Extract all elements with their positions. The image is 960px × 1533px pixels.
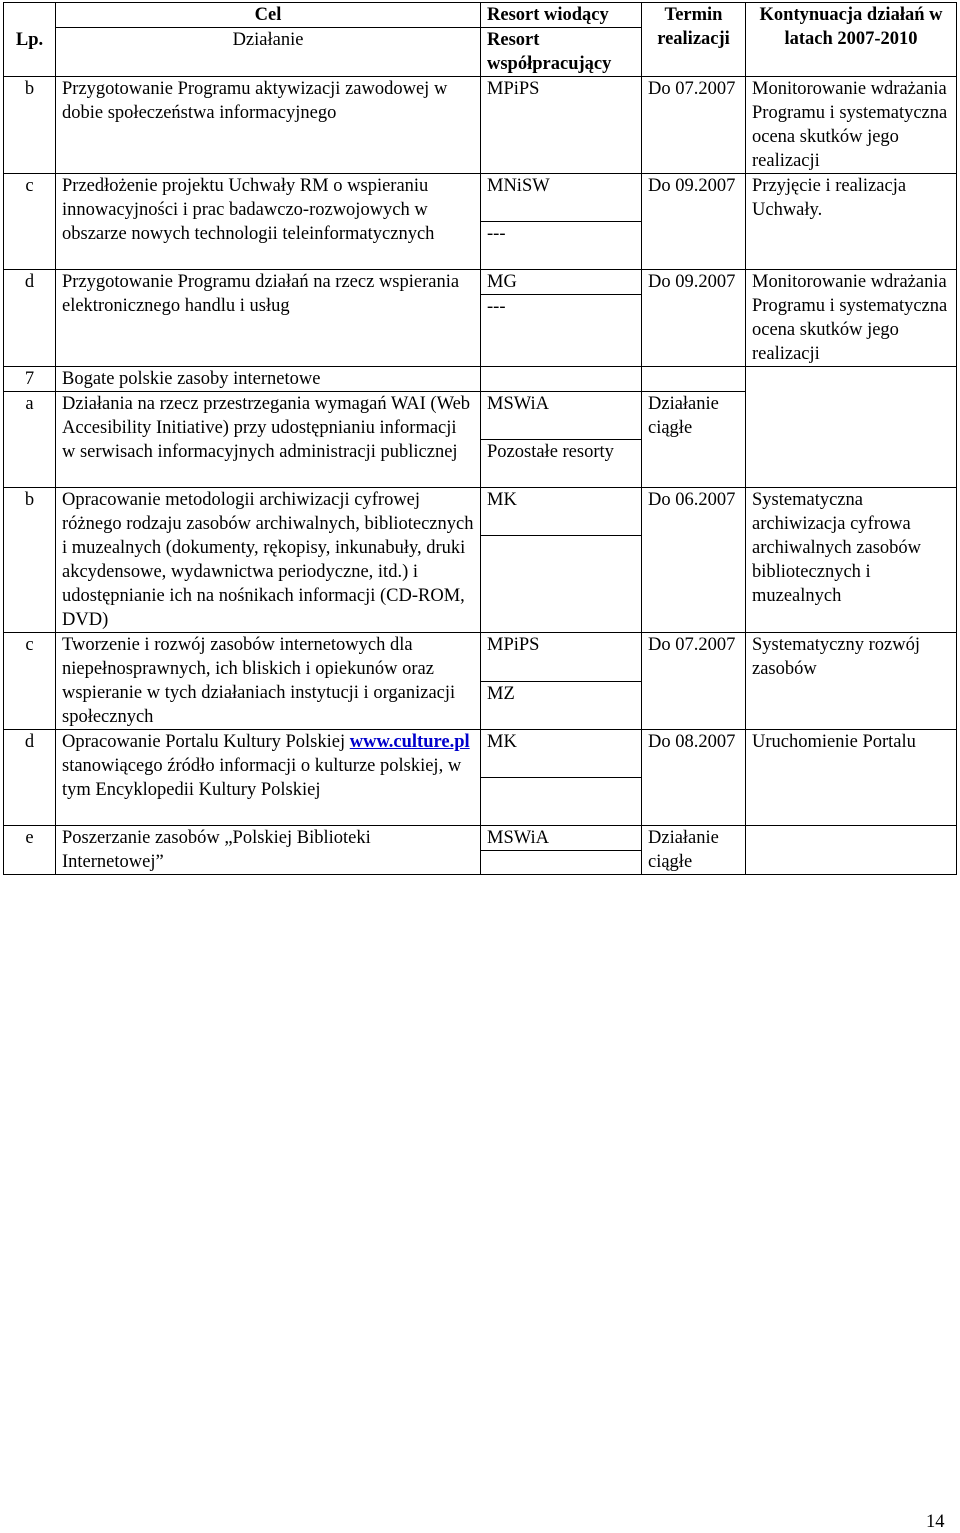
row-continuation: Systematyczny rozwój zasobów xyxy=(746,633,957,730)
empty-cell xyxy=(481,367,642,392)
row-continuation: Monitorowanie wdrażania Programu i systematyczna ocena skutków jego realizacji xyxy=(746,77,957,174)
action-plan-table xyxy=(3,2,957,875)
row-term: Do 07.2007 xyxy=(642,77,746,174)
table-row xyxy=(4,270,957,295)
row-term: Do 09.2007 xyxy=(642,270,746,367)
row-lead-ministry: MK xyxy=(481,488,642,536)
row-continuation: Uruchomienie Portalu xyxy=(746,730,957,826)
row-continuation: Przyjęcie i realizacja Uchwały. xyxy=(746,174,957,270)
row-lead-ministry: MSWiA xyxy=(481,392,642,440)
section-title: Bogate polskie zasoby internetowe xyxy=(56,367,481,392)
header-cel: Cel xyxy=(56,3,481,28)
table-row xyxy=(4,77,957,174)
header-row xyxy=(4,3,957,28)
row-lead-ministry: MPiPS xyxy=(481,77,642,174)
header-resort-wspolpracujacy: Resort współpracujący xyxy=(481,28,642,77)
row-coop-ministry: --- xyxy=(481,295,642,367)
culture-portal-link[interactable]: www.culture.pl xyxy=(349,732,470,752)
header-termin: Termin realizacji xyxy=(642,3,746,77)
action-text: stanowiącego źródło informacji o kulturze polskiej, w tym Encyklopedii Kultury Polskiej xyxy=(62,756,462,800)
row-lp: b xyxy=(4,77,56,174)
row-lead-ministry: MPiPS xyxy=(481,633,642,682)
row-action: Poszerzanie zasobów „Polskiej Biblioteki Internetowej” xyxy=(56,826,481,875)
row-term: Do 06.2007 xyxy=(642,488,746,633)
row-action: Przygotowanie Programu działań na rzecz wspierania elektronicznego handlu i usług xyxy=(56,270,481,367)
row-action: Tworzenie i rozwój zasobów internetowych dla niepełnosprawnych, ich bliskich i opiekunów oraz wspieranie w tych działaniach instytucji i organizacji społecznych xyxy=(56,633,481,730)
table-row xyxy=(4,730,957,778)
header-resort-wiodacy: Resort wiodący xyxy=(481,3,642,28)
section-number: 7 xyxy=(4,367,56,392)
table-row xyxy=(4,633,957,682)
action-text: Opracowanie Portalu Kultury Polskiej xyxy=(62,732,350,752)
row-action xyxy=(56,730,481,826)
row-term: Działanie ciągłe xyxy=(642,392,746,488)
row-lead-ministry: MG xyxy=(481,270,642,295)
row-term: Do 07.2007 xyxy=(642,633,746,730)
empty-cell xyxy=(642,367,746,392)
header-kontynuacja: Kontynuacja działań w latach 2007-2010 xyxy=(746,3,957,77)
row-lead-ministry: MK xyxy=(481,730,642,778)
row-continuation: Systematyczna archiwizacja cyfrowa archiwalnych zasobów bibliotecznych i muzealnych xyxy=(746,488,957,633)
row-coop-ministry: --- xyxy=(481,222,642,270)
row-continuation xyxy=(746,826,957,875)
row-term: Do 08.2007 xyxy=(642,730,746,826)
row-lp: d xyxy=(4,730,56,826)
row-coop-ministry: MZ xyxy=(481,681,642,730)
row-coop-ministry: Pozostałe resorty xyxy=(481,440,642,488)
row-term: Działanie ciągłe xyxy=(642,826,746,875)
row-action: Działania na rzecz przestrzegania wymagań WAI (Web Accesibility Initiative) przy udostępnianiu informacji w serwisach informacyjnych administracji publicznej xyxy=(56,392,481,488)
row-lp: b xyxy=(4,488,56,633)
row-coop-ministry xyxy=(481,851,642,875)
row-lead-ministry: MNiSW xyxy=(481,174,642,222)
table-row xyxy=(4,488,957,536)
header-lp: Lp. xyxy=(4,3,56,77)
row-coop-ministry xyxy=(481,778,642,826)
row-lead-ministry: MSWiA xyxy=(481,826,642,851)
table-row xyxy=(4,826,957,851)
table-row xyxy=(4,174,957,222)
row-lp: c xyxy=(4,633,56,730)
row-action: Przedłożenie projektu Uchwały RM o wspieraniu innowacyjności i prac badawczo-rozwojowych w obszarze nowych technologii teleinformatycznych xyxy=(56,174,481,270)
row-lp: a xyxy=(4,392,56,488)
row-lp: d xyxy=(4,270,56,367)
row-action: Opracowanie metodologii archiwizacji cyfrowej różnego rodzaju zasobów archiwalnych, bibliotecznych i muzealnych (dokumenty, rękopisy, inkunabuły, druki akcydensowe, wydawnictwa periodyczne, itd.) i udostępnianie ich na nośnikach informacji (CD-ROM, DVD) xyxy=(56,488,481,633)
page-number: 14 xyxy=(926,1512,945,1532)
row-continuation xyxy=(746,367,957,488)
section-row xyxy=(4,367,957,392)
row-term: Do 09.2007 xyxy=(642,174,746,270)
row-lp: c xyxy=(4,174,56,270)
row-continuation: Monitorowanie wdrażania Programu i systematyczna ocena skutków jego realizacji xyxy=(746,270,957,367)
row-lp: e xyxy=(4,826,56,875)
header-dzialanie: Działanie xyxy=(56,28,481,77)
row-coop-ministry xyxy=(481,536,642,633)
row-action: Przygotowanie Programu aktywizacji zawodowej w dobie społeczeństwa informacyjnego xyxy=(56,77,481,174)
